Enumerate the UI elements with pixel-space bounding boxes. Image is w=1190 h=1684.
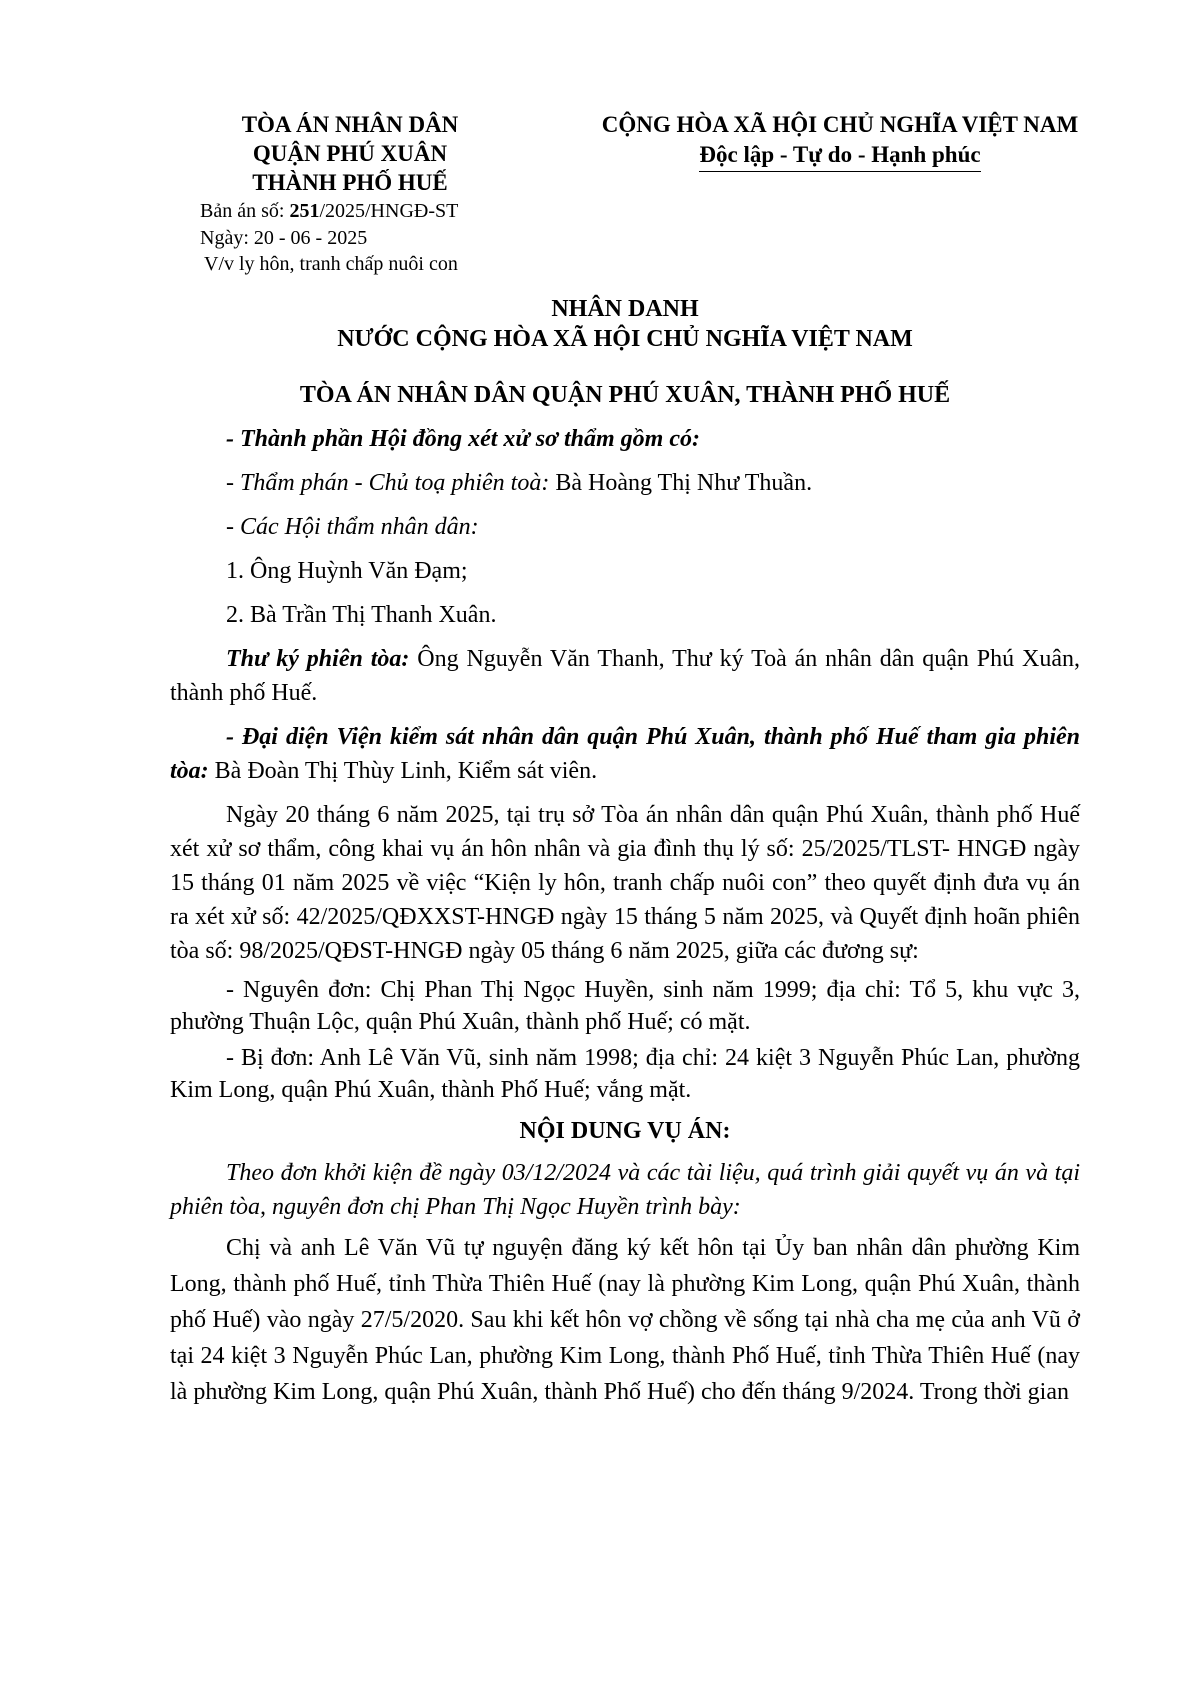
complaint-intro: Theo đơn khởi kiện đề ngày 03/12/2024 và các tài liệu, quá trình giải quyết vụ án và tại phiên tòa, nguyên đơn chị Phan Thị Ngọc Huyền trình bày: <box>170 1160 1080 1220</box>
judge-label: - Thẩm phán - Chủ toạ phiên toà: <box>226 470 550 496</box>
panel-section <box>170 422 1080 1410</box>
court-name-line1: TÒA ÁN NHÂN DÂN <box>241 112 459 137</box>
court-name-line2: QUẬN PHÚ XUÂN <box>252 141 448 166</box>
judgment-date: Ngày: 20 - 06 - 2025 <box>200 227 368 249</box>
procurator-text: Bà Đoàn Thị Thùy Linh, Kiểm sát viên. <box>208 758 598 784</box>
judge-name: Bà Hoàng Thị Như Thuần. <box>549 470 813 496</box>
juror-2: 2. Bà Trần Thị Thanh Xuân. <box>226 602 497 628</box>
plaintiff-statement: Chị và anh Lê Văn Vũ tự nguyện đăng ký kết hôn tại Ủy ban nhân dân phường Kim Long, thành phố Huế, tỉnh Thừa Thiên Huế (nay là phường Kim Long, quận Phú Xuân, thành phố Huế) vào ngày 27/5/2020. Sau khi kết hôn vợ chồng về sống tại nhà cha mẹ của anh Vũ ở tại 24 kiệt 3 Nguyễn Phúc Lan, phường Kim Long, thành Phố Huế, tỉnh Thừa Thiên Huế (nay là phường Kim Long, quận Phú Xuân, thành Phố Huế) cho đến tháng 9/2024. Trong thời gian <box>170 1235 1080 1405</box>
title-line1: NHÂN DANH <box>551 296 699 322</box>
nation-header <box>560 110 1120 172</box>
clerk-paragraph <box>170 642 1080 710</box>
national-motto: Độc lập - Tự do - Hạnh phúc <box>699 140 980 172</box>
procurator-paragraph <box>170 720 1080 788</box>
juror-1: 1. Ông Huỳnh Văn Đạm; <box>226 558 468 584</box>
procurator-label: - Đại diện Viện kiểm sát nhân dân quận Phú Xuân, thành phố Huế tham gia phiên tòa: <box>170 724 1080 784</box>
judgment-number-value: 251 <box>289 200 320 222</box>
judge-line <box>226 466 1080 500</box>
judgment-number-suffix: /2025/HNGĐ-ST <box>319 200 459 222</box>
court-name-line3: THÀNH PHỐ HUẾ <box>252 170 448 195</box>
nation-name: CỘNG HÒA XÃ HỘI CHỦ NGHĨA VIỆT NAM <box>601 112 1079 137</box>
court-header <box>200 110 500 197</box>
judgment-number-prefix: Bản án số: <box>200 200 290 222</box>
court-title: TÒA ÁN NHÂN DÂN QUẬN PHÚ XUÂN, THÀNH PHỐ HUẾ <box>299 382 951 408</box>
in-the-name-of <box>170 294 1080 354</box>
jurors-label: - Các Hội thẩm nhân dân: <box>226 514 479 540</box>
defendant-paragraph: - Bị đơn: Anh Lê Văn Vũ, sinh năm 1998; địa chỉ: 24 kiệt 3 Nguyễn Phúc Lan, phường Kim Long, quận Phú Xuân, thành Phố Huế; vắng mặt. <box>170 1045 1080 1103</box>
case-content-heading: NỘI DUNG VỤ ÁN: <box>519 1118 731 1144</box>
judgment-subject: V/v ly hôn, tranh chấp nuôi con <box>204 253 458 275</box>
clerk-label: Thư ký phiên tòa: <box>226 646 410 672</box>
intro-paragraph: Ngày 20 tháng 6 năm 2025, tại trụ sở Tòa án nhân dân quận Phú Xuân, thành phố Huế xét xử sơ thẩm, công khai vụ án hôn nhân và gia đình thụ lý số: 25/2025/TLST- HNGĐ ngày 15 tháng 01 năm 2025 về việc “Kiện ly hôn, tranh chấp nuôi con” theo quyết định đưa vụ án ra xét xử số: 42/2025/QĐXXST-HNGĐ ngày 15 tháng 5 năm 2025, và Quyết định hoãn phiên tòa số: 98/2025/QĐST-HNGĐ ngày 05 tháng 6 năm 2025, giữa các đương sự: <box>170 802 1080 964</box>
panel-heading: - Thành phần Hội đồng xét xử sơ thẩm gồm có: <box>226 426 700 452</box>
title-line2: NƯỚC CỘNG HÒA XÃ HỘI CHỦ NGHĨA VIỆT NAM <box>337 326 913 352</box>
judgment-number <box>200 199 458 223</box>
plaintiff-paragraph: - Nguyên đơn: Chị Phan Thị Ngọc Huyền, sinh năm 1999; địa chỉ: Tổ 5, khu vực 3, phường Thuận Lộc, quận Phú Xuân, thành phố Huế; có mặt. <box>170 977 1080 1035</box>
clerk-text: Ông Nguyễn Văn Thanh, Thư ký Toà án nhân dân quận Phú Xuân, thành phố Huế. <box>170 646 1081 706</box>
